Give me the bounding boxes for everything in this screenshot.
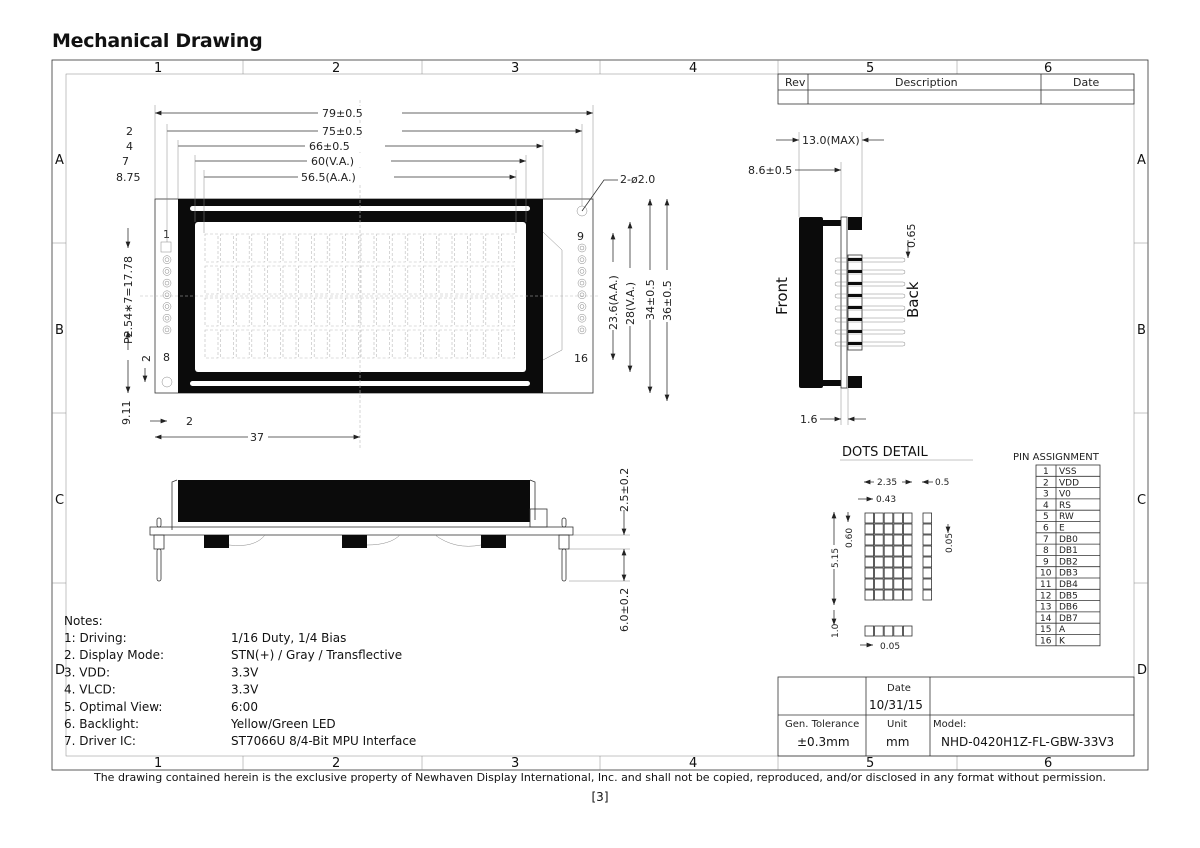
- grid-col: 3: [511, 61, 520, 76]
- pin-row: [1040, 603, 1078, 613]
- note-value: 6:00: [231, 699, 258, 714]
- dot: [903, 524, 912, 534]
- pin-row: [1040, 614, 1078, 624]
- dot: [903, 513, 912, 523]
- pin-pad: [578, 279, 586, 287]
- grid-row: D: [55, 663, 66, 678]
- dot: [865, 546, 874, 556]
- pin-signal: RW: [1059, 512, 1074, 523]
- note-label: 6. Backlight:: [64, 717, 140, 731]
- note-label: 2. Display Mode:: [64, 648, 165, 663]
- dot: [903, 535, 912, 545]
- dot: [865, 557, 874, 567]
- note-label: 7. Driver IC:: [64, 734, 136, 749]
- grid-col: 1: [154, 756, 163, 771]
- dot: [894, 568, 903, 578]
- title-block: [778, 677, 1134, 756]
- pin-pad: [163, 256, 171, 264]
- dim-offset: 2: [126, 125, 133, 138]
- dot: [923, 546, 932, 556]
- revision-table: [778, 74, 1134, 104]
- side-pin-width: 0.65: [905, 223, 918, 248]
- dot: [894, 546, 903, 556]
- pin-number: 15: [1040, 625, 1052, 636]
- front-label: Front: [773, 277, 791, 315]
- dot: [875, 524, 884, 534]
- pin-pad: [163, 279, 171, 287]
- dot: [865, 535, 874, 545]
- header-pin: [835, 306, 905, 310]
- dot: [894, 579, 903, 589]
- grid-col: 2: [332, 61, 341, 76]
- cursor-dot: [903, 626, 912, 636]
- dot-width: 0.43: [876, 495, 897, 505]
- dot: [875, 590, 884, 600]
- pin-label: 9: [577, 230, 584, 243]
- page-title: Mechanical Drawing: [52, 30, 263, 52]
- pin-offset-dim: 2: [140, 355, 153, 362]
- dot: [875, 579, 884, 589]
- page-number: [3]: [591, 790, 609, 804]
- pin-assignment: [1013, 452, 1100, 647]
- header-pin: [835, 318, 905, 322]
- dot: [884, 590, 893, 600]
- dot: [894, 557, 903, 567]
- dot: [903, 579, 912, 589]
- pin-signal: VDD: [1059, 478, 1080, 489]
- pin-pad: [578, 326, 586, 334]
- pin-row: [1043, 501, 1071, 511]
- grid-row: A: [55, 153, 64, 168]
- dot: [903, 568, 912, 578]
- dot: [875, 568, 884, 578]
- model-value: NHD-0420H1Z-FL-GBW-33V3: [941, 735, 1115, 749]
- pin-signal: V0: [1059, 489, 1071, 500]
- pin-signal: DB5: [1059, 591, 1078, 602]
- notes: [64, 614, 416, 748]
- pin-number: 11: [1040, 580, 1052, 590]
- pin-pad: [578, 267, 586, 275]
- cursor-gap: 1.0: [831, 623, 841, 638]
- dim-overall-width: 79±0.5: [322, 107, 363, 120]
- grid-col: 1: [154, 61, 163, 76]
- pin-row: [1043, 490, 1071, 500]
- pin-label: 16: [574, 352, 588, 365]
- dot: [875, 546, 884, 556]
- dot: [884, 579, 893, 589]
- pin-number: 9: [1043, 557, 1049, 568]
- grid-row: B: [55, 323, 64, 338]
- pin-pad: [578, 256, 586, 264]
- pin-row: [1043, 512, 1074, 522]
- dot-gap-vertical: 0.05: [945, 532, 955, 553]
- dot: [865, 568, 874, 578]
- side-max-depth: 13.0(MAX): [802, 134, 860, 147]
- dot: [923, 524, 932, 534]
- pin-signal: DB1: [1059, 546, 1078, 557]
- dot: [923, 568, 932, 578]
- pin-pad: [163, 303, 171, 311]
- grid-column-labels-bottom: [154, 756, 1052, 771]
- grid-col: 6: [1044, 61, 1053, 76]
- dim-offset: 4: [126, 140, 133, 153]
- pin-pad: [578, 314, 586, 322]
- cursor-dot: [875, 626, 884, 636]
- dot: [923, 513, 932, 523]
- note-value: Yellow/Green LED: [231, 717, 336, 731]
- pin-number: 10: [1040, 568, 1052, 579]
- pin-pad: [163, 326, 171, 334]
- dot: [923, 579, 932, 589]
- date-value: 10/31/15: [869, 698, 923, 712]
- dot: [884, 513, 893, 523]
- pin-number: 3: [1043, 489, 1049, 500]
- bottom-view: [150, 468, 631, 632]
- pin-number: 13: [1040, 602, 1052, 613]
- pin-number: 6: [1043, 523, 1049, 534]
- header-pin: [835, 330, 905, 334]
- pin-row: [1043, 478, 1079, 488]
- dots-detail-title: DOTS DETAIL: [842, 445, 928, 460]
- header-pin: [835, 258, 905, 262]
- side-depth: 8.6±0.5: [748, 164, 793, 177]
- pin-number: 4: [1043, 500, 1049, 511]
- pin-pad: [163, 291, 171, 299]
- note-item: [64, 700, 258, 714]
- note-label: 1: Driving:: [64, 631, 127, 645]
- dot: [875, 535, 884, 545]
- pin-signal: K: [1059, 636, 1065, 647]
- pin-number: 12: [1040, 591, 1052, 602]
- pin-row: [1043, 546, 1078, 556]
- pin-signal: DB0: [1059, 534, 1078, 545]
- dot-height: 0.60: [845, 527, 855, 548]
- note-item: [64, 717, 336, 731]
- note-label: 4. VLCD:: [64, 682, 116, 697]
- header-pin: [835, 342, 905, 346]
- dot: [884, 557, 893, 567]
- grid-col: 2: [332, 756, 341, 771]
- pin-row: [1043, 535, 1078, 545]
- dot: [923, 557, 932, 567]
- pin-pad: [578, 291, 586, 299]
- dot: [875, 513, 884, 523]
- note-item: [64, 665, 259, 679]
- dot: [923, 535, 932, 545]
- pin-signal: E: [1059, 523, 1065, 534]
- dim-pcb-width: 75±0.5: [322, 125, 363, 138]
- pin-signal: DB4: [1059, 580, 1078, 590]
- footer-disclaimer: The drawing contained herein is the exclusive property of Newhaven Display International, Inc. and shall not be copied, reproduced, and/or disclosed in any format without permission.: [93, 771, 1107, 784]
- pin-signal: RS: [1059, 500, 1071, 511]
- dot-gap-horizontal: 0.05: [880, 642, 901, 652]
- dim-overall-height: 36±0.5: [661, 280, 674, 321]
- pin-center-dim: 37: [250, 431, 264, 444]
- grid-col: 6: [1044, 756, 1053, 771]
- header-pin: [835, 294, 905, 298]
- pin-pad: [163, 314, 171, 322]
- grid-col: 5: [866, 756, 875, 771]
- pin-number: 7: [1043, 534, 1049, 545]
- pin-signal: VSS: [1059, 467, 1077, 477]
- dim-offset: 8.75: [116, 171, 141, 184]
- dot: [903, 557, 912, 567]
- note-value: ST7066U 8/4-Bit MPU Interface: [231, 734, 417, 749]
- mounting-hole: [162, 377, 172, 387]
- dim-viewing-height: 28(V.A.): [624, 281, 637, 325]
- pin-number: 8: [1043, 546, 1049, 557]
- dim-bezel-height: 34±0.5: [644, 279, 657, 320]
- tolerance-value: ±0.3mm: [797, 735, 850, 749]
- grid-col: 3: [511, 756, 520, 771]
- unit-value: mm: [886, 735, 910, 749]
- side-view: [748, 132, 922, 426]
- dot: [884, 546, 893, 556]
- pin-pad: [578, 244, 586, 252]
- tolerance-label: Gen. Tolerance: [785, 719, 860, 730]
- cursor-dot: [894, 626, 903, 636]
- pin-signal: DB6: [1059, 602, 1078, 613]
- pin-assignment-title: PIN ASSIGNMENT: [1013, 452, 1099, 463]
- pin-label: 8: [163, 351, 170, 364]
- dot: [884, 568, 893, 578]
- header-pin: [835, 282, 905, 286]
- dim-active-height: 23.6(A.A.): [607, 275, 620, 330]
- note-item: [64, 631, 346, 645]
- dot: [884, 524, 893, 534]
- pin-number: 16: [1040, 636, 1052, 647]
- note-value: 3.3V: [231, 665, 259, 680]
- pin-pad: [578, 303, 586, 311]
- char-height: 5.15: [831, 547, 841, 568]
- dot: [884, 535, 893, 545]
- note-label: 5. Optimal View:: [64, 699, 163, 714]
- date-label: Date: [887, 683, 911, 694]
- date-header: Date: [1073, 76, 1100, 89]
- dot: [923, 590, 932, 600]
- pin-row: [1043, 524, 1065, 534]
- pin-row: [1040, 569, 1078, 579]
- note-value: 3.3V: [231, 682, 259, 697]
- pin-number: 5: [1043, 512, 1049, 523]
- pin-pitch-dim: P2.54∗7=17.78: [122, 255, 135, 344]
- dim-bezel-width: 66±0.5: [309, 140, 350, 153]
- grid-col: 5: [866, 61, 875, 76]
- model-label: Model:: [933, 719, 967, 730]
- back-label: Back: [904, 281, 922, 318]
- note-value: STN(+) / Gray / Transflective: [231, 648, 403, 663]
- pin-number: 2: [1043, 478, 1049, 489]
- grid-row: C: [55, 493, 65, 508]
- dot: [903, 546, 912, 556]
- pin-row: [1040, 591, 1078, 601]
- pin-row: [1043, 467, 1077, 477]
- unit-label: Unit: [887, 719, 908, 730]
- dot-char-width: 2.35: [877, 478, 898, 488]
- rev-header: Rev: [785, 76, 806, 89]
- dot: [865, 579, 874, 589]
- dot: [894, 535, 903, 545]
- dot: [903, 590, 912, 600]
- hole-callout: 2-ø2.0: [620, 173, 656, 186]
- pin-row: [1043, 557, 1078, 567]
- pin-number: 14: [1040, 613, 1052, 624]
- note-label: 3. VDD:: [64, 665, 110, 680]
- dot: [875, 557, 884, 567]
- bottom-offset-dim: 9.11: [120, 400, 133, 425]
- dot: [865, 513, 874, 523]
- side-pcb-thickness: 1.6: [800, 413, 818, 426]
- drawing-frame: [52, 60, 1148, 770]
- dim-viewing-area: 60(V.A.): [311, 155, 355, 168]
- dots-detail: [828, 445, 973, 652]
- dot-gap: 0.5: [935, 478, 950, 488]
- header-pin: [835, 270, 905, 274]
- grid-row: A: [1137, 153, 1146, 168]
- front-view: [140, 100, 600, 450]
- dot: [865, 590, 874, 600]
- notes-heading: Notes:: [64, 614, 103, 628]
- dot: [894, 524, 903, 534]
- dim-offset: 7: [122, 155, 129, 168]
- dot: [894, 590, 903, 600]
- grid-row: C: [1137, 493, 1147, 508]
- cursor-dot: [865, 626, 874, 636]
- pin-row: [1040, 625, 1066, 635]
- grid-col: 4: [689, 61, 698, 76]
- pin-signal: A: [1059, 625, 1066, 636]
- dot: [894, 513, 903, 523]
- pin-number: 1: [1043, 467, 1049, 477]
- cursor-dot: [884, 626, 893, 636]
- grid-row: D: [1137, 663, 1148, 678]
- pin-edge-dim: 2: [186, 415, 193, 428]
- pin-label: 1: [163, 228, 170, 241]
- pin-signal: DB3: [1059, 568, 1078, 579]
- pin-row: [1040, 637, 1066, 647]
- height-top-dim: 2.5±0.2: [618, 467, 631, 512]
- pin-signal: DB2: [1059, 557, 1078, 568]
- description-header: Description: [895, 76, 958, 89]
- dot: [865, 524, 874, 534]
- grid-col: 4: [689, 756, 698, 771]
- pin-row: [1040, 580, 1078, 590]
- note-item: [64, 683, 259, 697]
- pin-pad: [163, 267, 171, 275]
- note-item: [64, 734, 416, 748]
- pin-length-dim: 6.0±0.2: [618, 587, 631, 632]
- pin-signal: DB7: [1059, 613, 1078, 624]
- grid-row: B: [1137, 323, 1146, 338]
- note-item: [64, 648, 402, 662]
- note-value: 1/16 Duty, 1/4 Bias: [231, 631, 347, 645]
- dim-active-area: 56.5(A.A.): [301, 171, 356, 184]
